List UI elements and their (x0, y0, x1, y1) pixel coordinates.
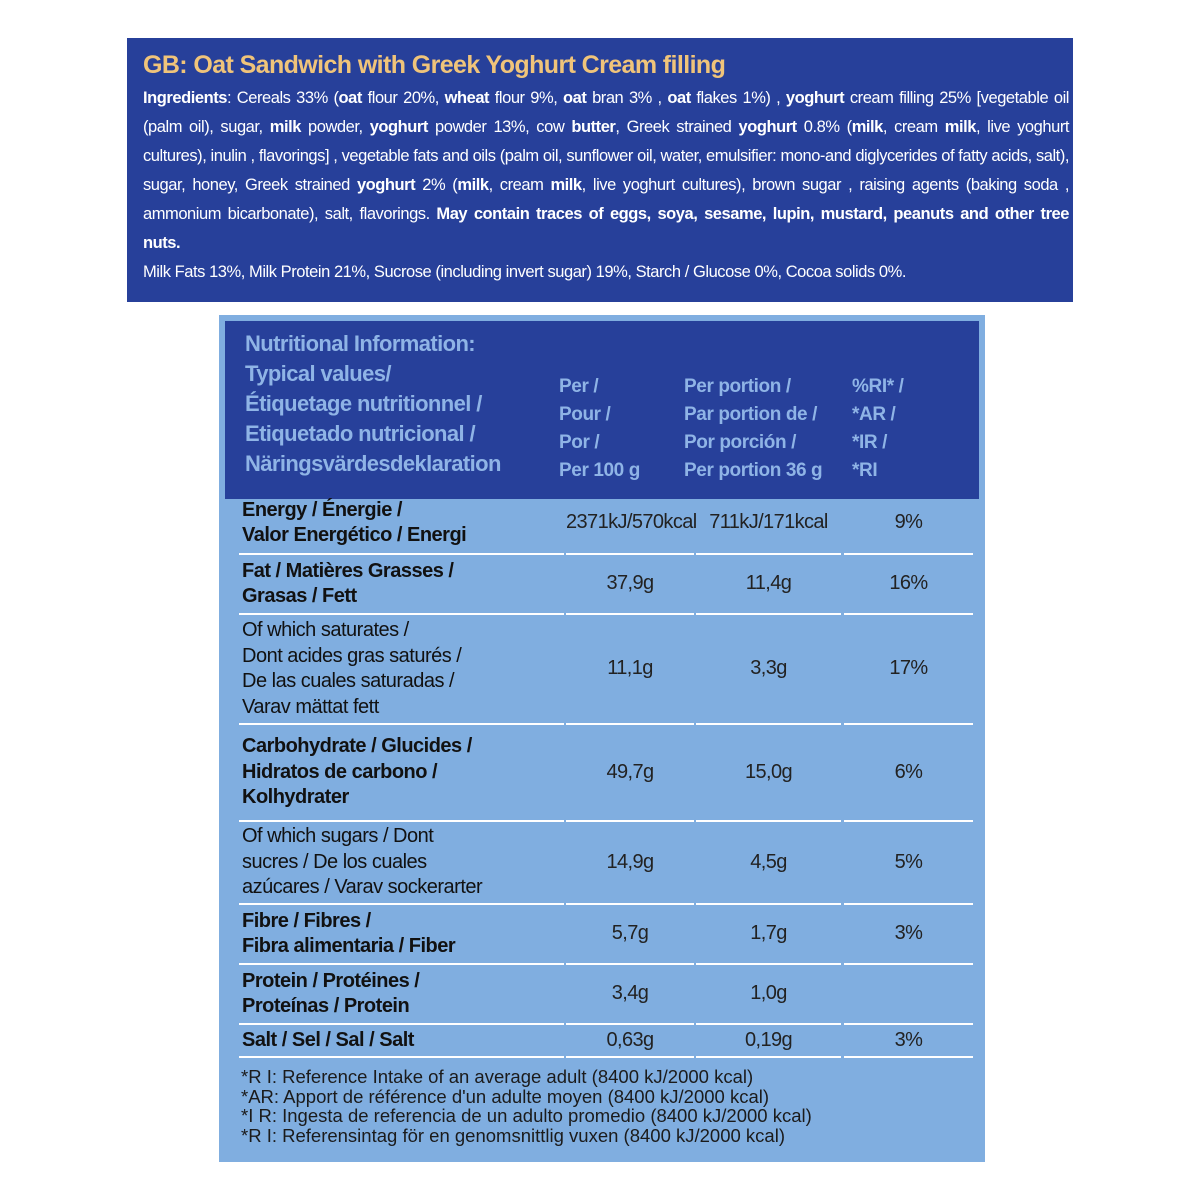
value-ri-cell (844, 615, 973, 725)
nutrient-label-line: Valor Energético / Energi (242, 524, 467, 546)
header-ri (852, 373, 903, 485)
nutrient-label-line: Dont acides gras saturés / (242, 644, 462, 667)
value-ri-cell (844, 725, 973, 822)
value-ri-cell (844, 555, 973, 615)
ingredient-bold-segment: milk (851, 118, 883, 136)
ingredient-bold-segment: yoghurt (785, 89, 845, 107)
value-per-100g: 0,63g (606, 1028, 654, 1051)
ingredient-bold-segment: Ingredients (143, 89, 227, 107)
nutrient-label-line: Grasas / Fett (242, 585, 357, 607)
value-per-portion-cell (696, 1025, 841, 1058)
nutrition-header (225, 321, 979, 499)
ingredient-bold-segment: yoghurt (369, 118, 428, 136)
nutrient-label-line: Proteínas / Protein (242, 995, 410, 1017)
header-per-portion (684, 373, 822, 485)
nutrient-label-line: De las cuales saturadas / (242, 670, 455, 692)
value-per-portion-cell (696, 822, 841, 905)
nutrient-label (242, 969, 419, 1020)
ingredient-segment: powder, (300, 118, 370, 136)
nutrient-label-line: Fibre / Fibres / (242, 909, 371, 932)
value-per-portion-cell (696, 965, 841, 1025)
value-per-100g: 3,4g (611, 982, 649, 1004)
ingredient-segment: bran 3% , (586, 89, 668, 107)
nutrient-label-line: Of which sugars / Dont (242, 825, 434, 848)
nutrition-table (219, 315, 985, 1162)
nutrient-label-cell (239, 493, 564, 555)
header-title (245, 329, 501, 479)
nutrition-row (219, 822, 985, 905)
nutrient-label-line: azúcares / Varav sockerarter (242, 876, 483, 899)
ingredient-bold-segment: milk (550, 176, 582, 194)
ingredient-segment: powder 13%, cow (427, 118, 572, 136)
ingredient-segment: , cream (882, 118, 945, 136)
value-per-100g-cell (566, 493, 697, 555)
value-ri-cell (844, 822, 973, 905)
value-per-portion: 4,5g (750, 850, 787, 873)
value-per-portion: 15,0g (744, 760, 793, 783)
nutrient-label-cell (239, 725, 564, 822)
nutrient-label-line: Kolhydrater (242, 786, 349, 809)
nutrition-row (219, 725, 985, 822)
ingredient-segment: , cream (488, 176, 551, 194)
value-ri-cell (844, 1025, 973, 1058)
value-per-portion: 1,0g (750, 982, 787, 1004)
nutrition-row (219, 555, 985, 615)
value-ri: 16% (889, 572, 928, 594)
header-line: *IR / (852, 432, 887, 453)
nutrient-label-line: Energy / Énergie / (242, 498, 402, 521)
nutrition-row (219, 1025, 985, 1058)
value-per-portion: 711kJ/171kcal (709, 511, 828, 533)
nutrient-label-cell (239, 1025, 564, 1058)
value-ri: 6% (894, 760, 923, 783)
ingredient-bold-segment: oat (667, 89, 691, 107)
ingredient-bold-segment: butter (571, 118, 616, 136)
value-per-100g-cell (566, 965, 694, 1025)
nutrient-label (242, 559, 453, 610)
nutrient-label (242, 909, 455, 960)
ingredients-text (143, 84, 1069, 258)
value-per-100g: 37,9g (606, 572, 654, 594)
value-per-100g-cell (566, 1025, 694, 1058)
nutrient-label (242, 1028, 414, 1054)
nutrient-label-cell (239, 822, 564, 905)
nutrient-label-line: Salt / Sel / Sal / Salt (242, 1028, 414, 1051)
nutrient-label-line: Fat / Matières Grasses / (242, 559, 454, 582)
header-line: Nutritional Information: (245, 331, 476, 356)
header-line: Per 100 g (559, 460, 640, 481)
value-per-100g: 11,1g (607, 657, 653, 679)
header-line: Étiquetage nutritionnel / (245, 391, 482, 416)
value-per-100g-cell (566, 555, 694, 615)
value-ri: 17% (889, 657, 928, 679)
nutrient-label-line: Hidratos de carbono / (242, 760, 438, 783)
nutrient-label (242, 824, 482, 901)
nutrient-label-cell (239, 555, 564, 615)
header-line: Typical values/ (245, 361, 391, 386)
value-per-100g-cell (566, 725, 694, 822)
value-per-portion: 0,19g (744, 1028, 793, 1051)
ingredient-bold-segment: milk (944, 118, 976, 136)
ingredient-bold-segment: May contain traces of eggs, soya, sesame, lupin, mustard, peanuts and other tree nuts. (143, 205, 1069, 252)
nutrient-label-line: Carbohydrate / Glucides / (242, 735, 472, 758)
ingredient-bold-segment: milk (269, 118, 301, 136)
ingredient-bold-segment: oat (338, 89, 362, 107)
composition-text: Milk Fats 13%, Milk Protein 21%, Sucrose (including invert sugar) 19%, Starch / Glucose 0%, Cocoa solids 0%. (143, 263, 906, 281)
value-per-portion-cell (696, 493, 841, 555)
header-line: Par portion de / (684, 404, 817, 425)
value-ri-cell (844, 965, 973, 1025)
header-line: Etiquetado nutricional / (245, 421, 476, 446)
value-per-100g: 2371kJ/570kcal (566, 511, 697, 533)
value-ri: 3% (894, 1028, 923, 1051)
value-per-portion-cell (696, 615, 841, 725)
value-per-100g: 49,7g (606, 760, 654, 783)
ingredient-segment: flour 20%, (361, 89, 445, 107)
nutrition-row (219, 965, 985, 1025)
ingredient-segment: flour 9%, (489, 89, 563, 107)
value-per-100g-cell (566, 905, 694, 965)
ingredient-segment: cream filling 25% [vegetable oil (palm oil), sugar, (143, 89, 1069, 136)
nutrient-label (242, 734, 472, 811)
nutrient-label-cell (239, 615, 564, 725)
nutrient-label-line: Of which saturates / (242, 619, 409, 641)
ingredient-segment: 2% ( (415, 176, 458, 194)
header-line: %RI* / (852, 376, 904, 397)
nutrition-row (219, 493, 985, 555)
value-ri-cell (844, 905, 973, 965)
nutrition-row (219, 615, 985, 725)
footnote-line: *R I: Reference Intake of an average adult (8400 kJ/2000 kcal) (241, 1066, 754, 1087)
header-line: Per / (559, 376, 599, 397)
header-line: *AR / (852, 404, 896, 425)
value-ri: 5% (894, 850, 923, 873)
nutrient-label (242, 498, 466, 549)
value-ri: 9% (894, 511, 923, 533)
header-line: Per portion 36 g (684, 460, 823, 481)
value-per-portion: 11,4g (745, 572, 792, 594)
nutrient-label-line: Varav mättat fett (242, 695, 379, 718)
footnote-line: *I R: Ingesta de referencia de un adulto promedio (8400 kJ/2000 kcal) (241, 1105, 812, 1126)
value-ri-cell (844, 493, 973, 555)
nutrient-label-line: Fibra alimentaria / Fiber (242, 935, 456, 957)
ingredient-bold-segment: wheat (444, 89, 490, 107)
nutrient-label-cell (239, 905, 564, 965)
product-title: GB: Oat Sandwich with Greek Yoghurt Cream filling (143, 51, 726, 79)
header-line: Por / (559, 432, 600, 453)
nutrition-row (219, 905, 985, 965)
ingredient-segment: : Cereals 33% ( (226, 89, 339, 107)
ingredient-segment: , Greek strained (615, 118, 739, 136)
ingredient-bold-segment: yoghurt (738, 118, 797, 136)
value-per-portion: 3,3g (750, 657, 787, 679)
ingredient-bold-segment: oat (563, 89, 587, 107)
ingredient-segment: , live yoghurt cultures), inulin , flavorings] , vegetable fats and oils (palm oil, sunflower oil, water, emulsifier: mono-and diglycerides of fatty acids, salt), sugar, honey, Greek strained (143, 118, 1070, 194)
ingredients-panel (127, 38, 1073, 302)
ingredient-segment: , live yoghurt cultures), brown sugar , raising agents (baking soda , ammonium bicarbonate), salt, flavorings. (143, 176, 1069, 223)
nutrient-label-cell (239, 965, 564, 1025)
nutrient-label (242, 618, 461, 720)
value-per-portion: 1,7g (750, 922, 787, 944)
header-line: Näringsvärdesdeklaration (245, 451, 501, 476)
value-per-100g-cell (566, 822, 694, 905)
footnotes (241, 1067, 812, 1145)
ingredient-bold-segment: milk (457, 176, 489, 194)
header-line: Per portion / (684, 376, 791, 397)
header-line: Pour / (559, 404, 611, 425)
header-per-100g (559, 373, 640, 485)
value-per-100g-cell (566, 615, 694, 725)
ingredient-bold-segment: yoghurt (356, 176, 416, 194)
value-per-100g: 5,7g (611, 922, 649, 944)
ingredient-segment: 0.8% ( (796, 118, 852, 136)
header-line: *RI (852, 460, 878, 481)
value-per-100g: 14,9g (606, 850, 654, 873)
value-per-portion-cell (696, 555, 841, 615)
nutrient-label-line: sucres / De los cuales (242, 850, 427, 873)
value-per-portion-cell (696, 905, 841, 965)
header-line: Por porción / (684, 432, 796, 453)
footnote-line: *AR: Apport de référence d'un adulte moyen (8400 kJ/2000 kcal) (241, 1085, 770, 1107)
value-per-portion-cell (696, 725, 841, 822)
ingredient-segment: flakes 1%) , (690, 89, 786, 107)
value-ri: 3% (894, 922, 923, 944)
footnote-line: *R I: Referensintag för en genomsnittlig vuxen (8400 kJ/2000 kcal) (241, 1124, 785, 1146)
nutrient-label-line: Protein / Protéines / (242, 969, 420, 992)
